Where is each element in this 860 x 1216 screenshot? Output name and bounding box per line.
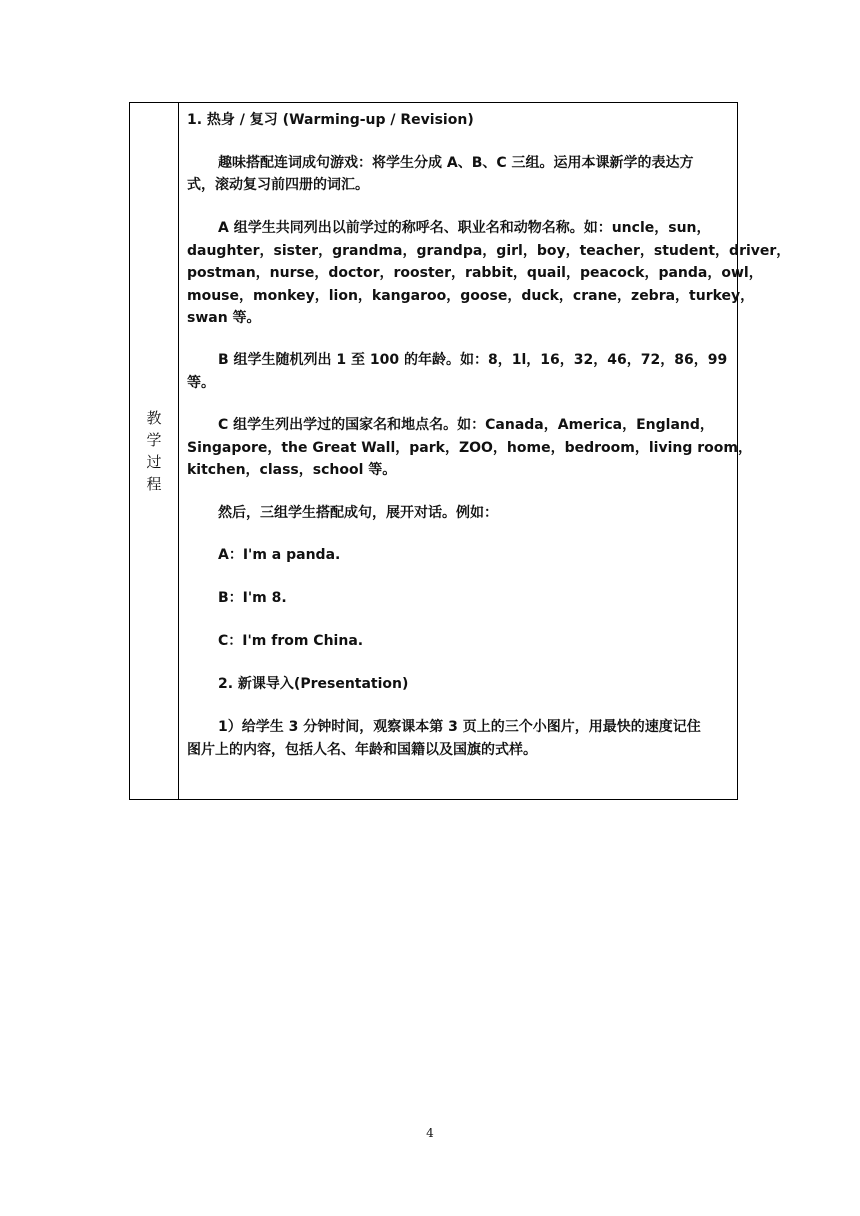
paragraph-line: swan 等。 — [187, 310, 261, 326]
label-char: 教 — [146, 409, 162, 427]
lesson-table — [129, 102, 791, 800]
paragraph-line: B 组学生随机列出 1 至 100 的年龄。如：8，1l，16，32，46，72，86，99 — [218, 352, 728, 368]
label-char: 过 — [146, 453, 162, 471]
section-heading-presentation: 2. 新课导入(Presentation) — [218, 676, 409, 692]
paragraph-line: 式，滚动复习前四册的词汇。 — [187, 177, 369, 193]
dialogue-line-a: A：I'm a panda. — [218, 547, 341, 563]
section-label-teaching-process — [146, 407, 161, 495]
paragraph-line: 1）给学生 3 分钟时间，观察课本第 3 页上的三个小图片，用最快的速度记住 — [218, 719, 701, 735]
label-char: 学 — [146, 431, 162, 449]
content-column — [179, 103, 791, 799]
paragraph-line: kitchen，class，school 等。 — [187, 462, 397, 478]
paragraph-line: 然后，三组学生搭配成句，展开对话。例如： — [218, 505, 498, 521]
side-column — [130, 103, 179, 799]
paragraph-line: 趣味搭配连词成句游戏：将学生分成 A、B、C 三组。运用本课新学的表达方 — [218, 155, 694, 171]
dialogue-line-b: B：I'm 8. — [218, 590, 287, 606]
paragraph-line: mouse，monkey，lion，kangaroo，goose，duck，crane，zebra，turkey， — [187, 288, 755, 304]
paragraph-line: 等。 — [187, 375, 215, 391]
paragraph-line: Singapore，the Great Wall，park，ZOO，home，bedroom，living room， — [187, 440, 752, 456]
paragraph-line: C 组学生列出学过的国家名和地点名。如：Canada，America，England， — [218, 417, 714, 433]
dialogue-line-c: C：I'm from China. — [218, 633, 364, 649]
paragraph-line: A 组学生共同列出以前学过的称呼名、职业名和动物名称。如：uncle，sun， — [218, 220, 711, 236]
paragraph-line: postman，nurse，doctor，rooster，rabbit，quail，peacock，panda，owl， — [187, 265, 763, 281]
section-heading-warmup: 1. 热身 / 复习 (Warming-up / Revision) — [187, 112, 474, 128]
paragraph-line: daughter，sister，grandma，grandpa，girl，boy，teacher，student，driver， — [187, 243, 791, 259]
page-number: 4 — [426, 1126, 434, 1140]
paragraph-line: 图片上的内容，包括人名、年龄和国籍以及国旗的式样。 — [187, 742, 537, 758]
label-char: 程 — [146, 475, 162, 493]
